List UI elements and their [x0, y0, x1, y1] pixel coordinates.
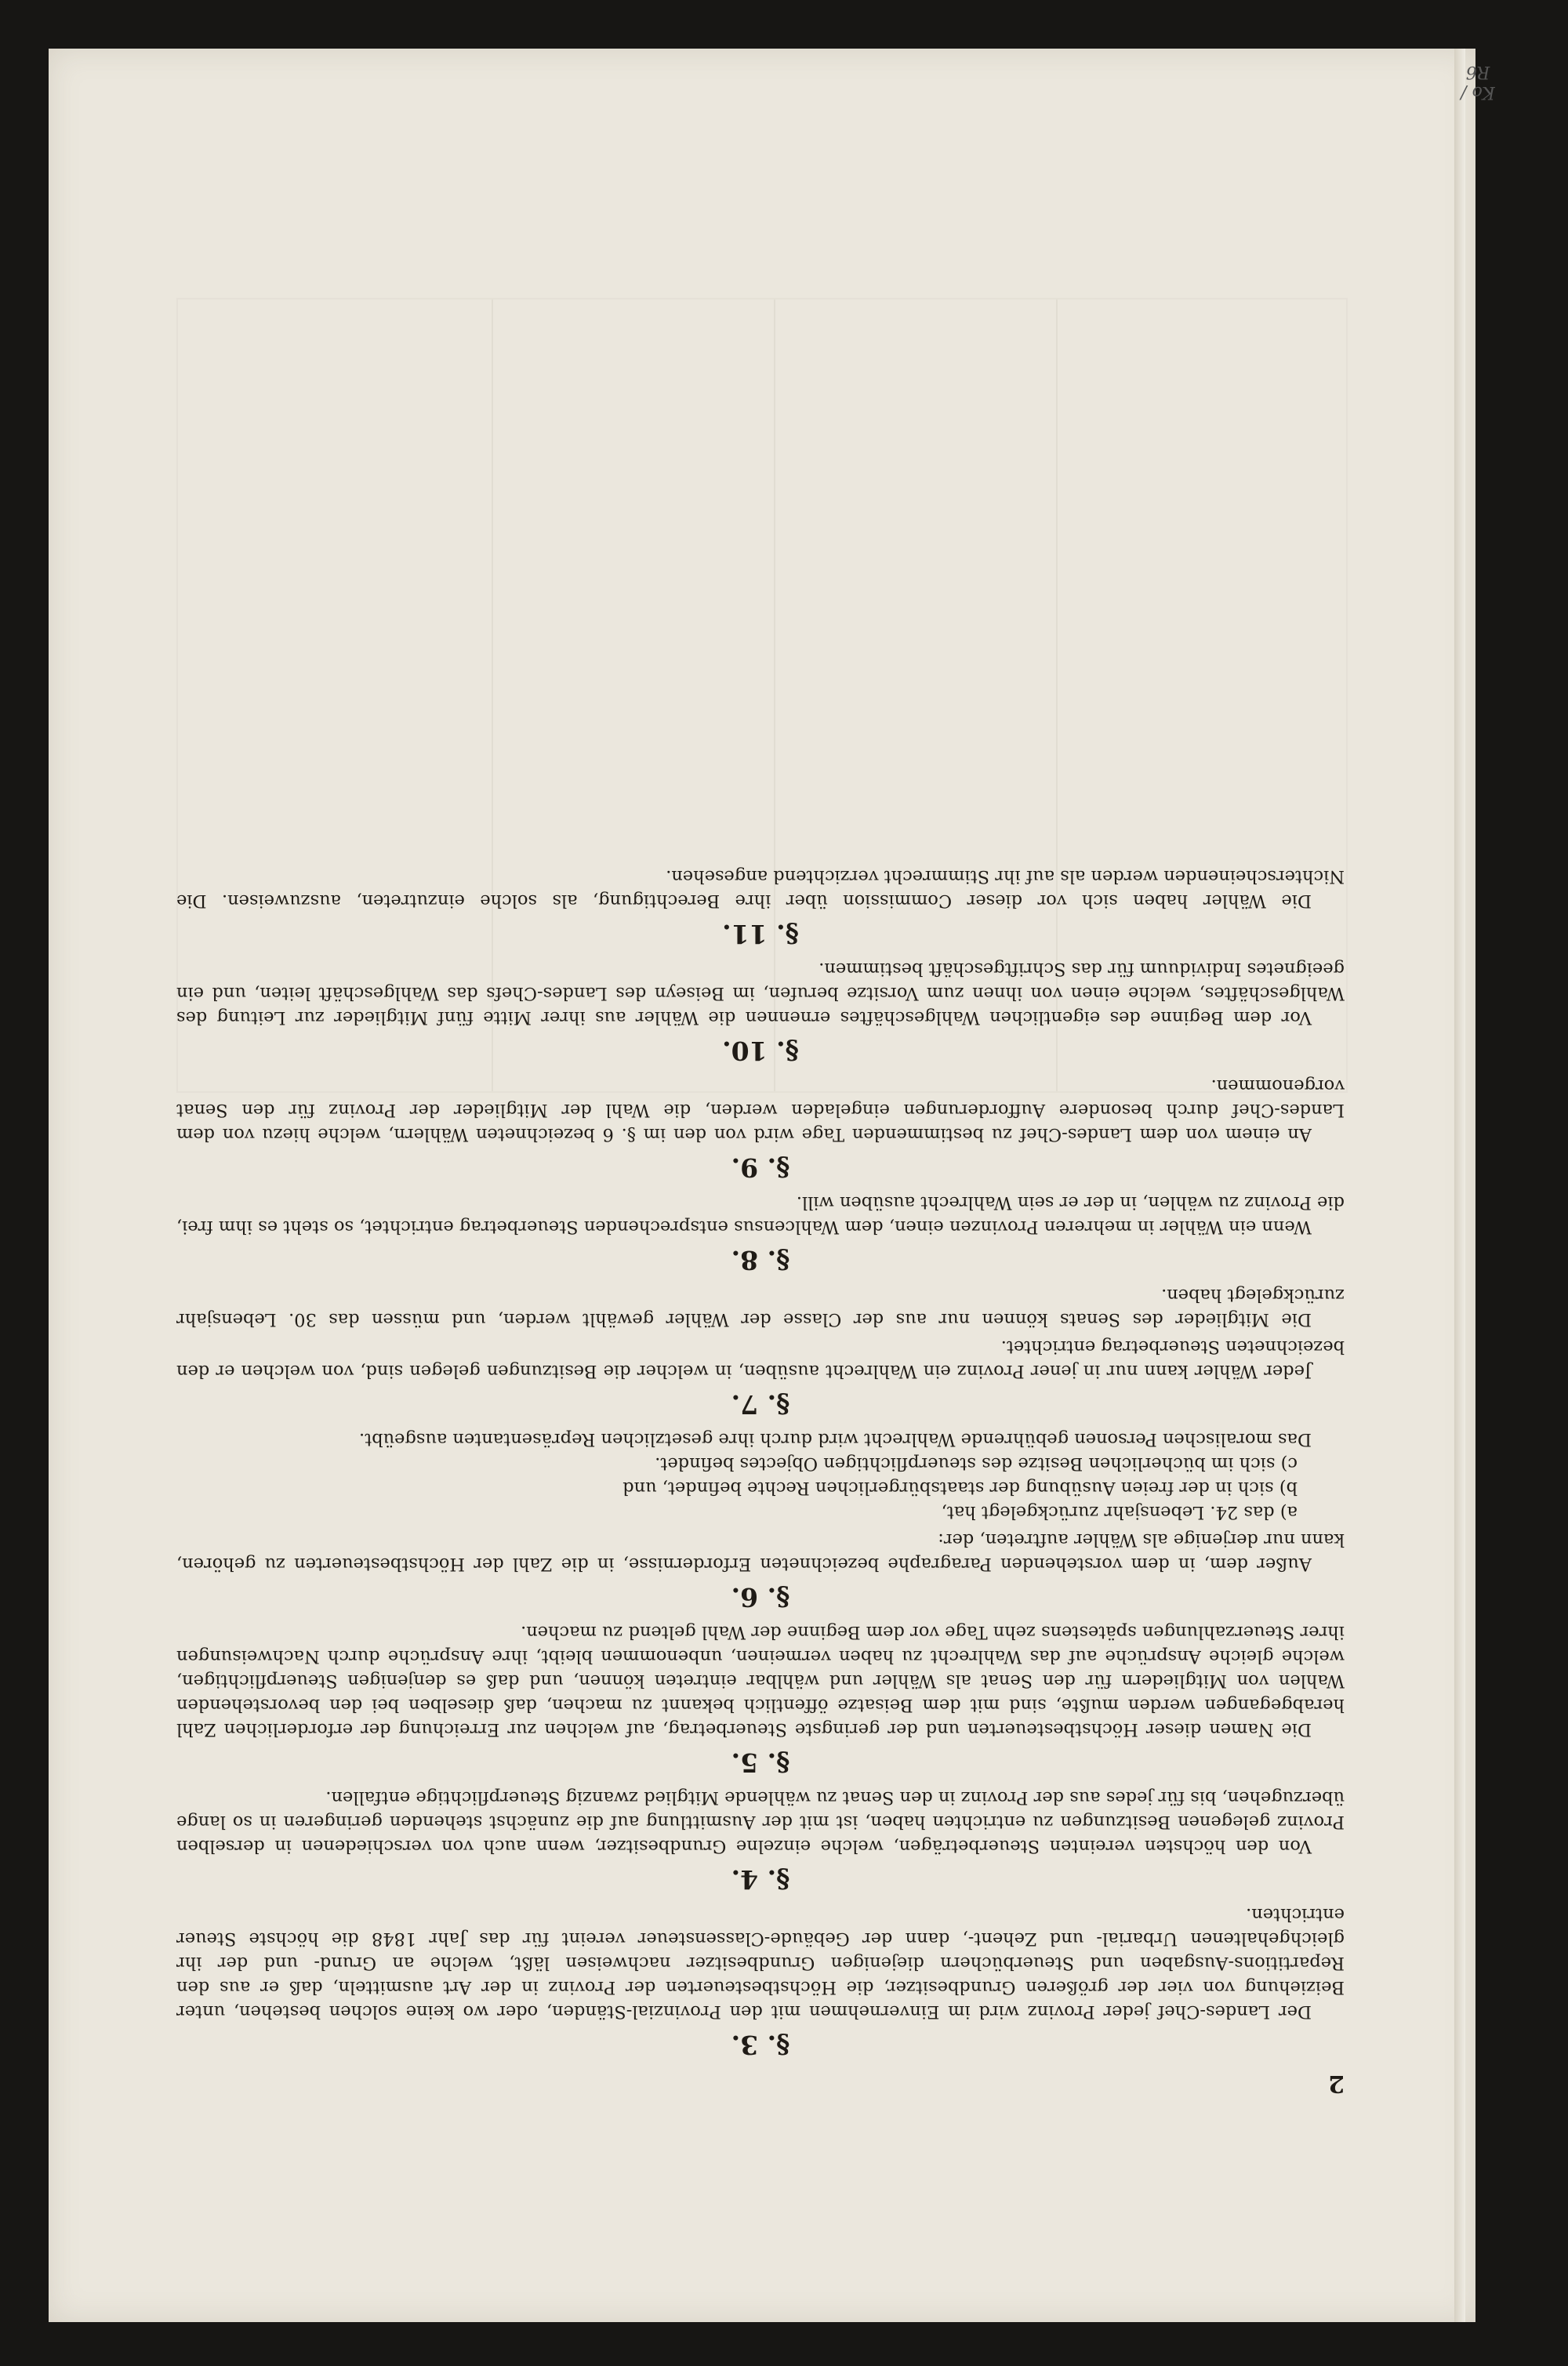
section-paragraph: Die Mitglieder des Senats können nur aus der Classe der Wähler gewählt werden, und müssen das 30. Lebensjahr zurückgelegt haben. [176, 1285, 1345, 1330]
list-item: b) sich in der freien Ausübung der staatsbürgerlichen Rechte befindet, und [622, 1478, 1298, 1498]
page-number: 2 [1328, 2070, 1345, 2097]
section-paragraph: An einem von dem Landes-Chef zu bestimmenden Tage wird von den im §. 6 bezeichneten Wählern, welche hiezu von dem Landes-Chef durch besondere Aufforderungen eingeladen werden, die Wahl der Mitglieder der Provinz für den Senat vorgenommen. [176, 1076, 1345, 1145]
section-paragraph: Von den höchsten vereinten Steuerbeträgen, welche einzelne Grundbesitzer, wenn auch von verschiedenen in derselben Provinz gelegenen Besitzungen zu entrichten haben, ist mit der Ausmittlung auf die zunächst stehenden geringeren in so lange überzugehen, bis für jedes aus der Provinz in den Senat zu wählende Mitglied zwanzig Steuerpflichtige entfallen. [176, 1787, 1345, 1856]
list-item: c) sich im bücherlichen Besitze des steuerpflichtigen Objectes befindet. [655, 1453, 1298, 1474]
section-heading: §. 9. [731, 1152, 790, 1183]
section-heading: §. 7. [731, 1389, 790, 1420]
section [176, 1620, 1345, 1779]
section [176, 864, 1345, 950]
section-paragraph: Die Wähler haben sich vor dieser Commission über ihre Berechtigung, als solche einzutreten, auszuweisen. Die Nichterscheinenden werden als auf ihr Stimmrecht verzichtend angesehen. [176, 866, 1345, 911]
section-paragraph: Der Landes-Chef jeder Provinz wird im Einvernehmen mit den Provinzial-Ständen, oder wo keine solchen bestehen, unter Beiziehung von vier der größeren Grundbesitzer, die Höchstbesteuerten der Provinz in der Art ausmitteln, daß er aus den Repartitions-Ausgaben und Steuerbüchern diejenigen Grundbesitzer nachweisen läßt, welche an Grund- und der ihr gleichgehaltenen Urbarial- und Zehent-, dann der Gebäude-Classensteuer vereint für das Jahr 1848 die höchste Steuer entrichten. [176, 1904, 1345, 2022]
section [176, 1073, 1345, 1184]
section [176, 956, 1345, 1067]
section [176, 1785, 1345, 1896]
section-paragraph: Außer dem, in dem vorstehenden Paragraphe bezeichneten Erfordernisse, in die Zahl der Höchstbesteuerten zu gehören, kann nur derjenige als Wähler auftreten, der: [176, 1530, 1345, 1574]
section-paragraph: Vor dem Beginne des eigentlichen Wahlgeschäftes ernennen die Wähler aus ihrer Mitte fünf Mitglieder zur Leitung des Wahlgeschäftes, welche einen von ihnen zum Vorsitze berufen, im Beiseyn des Landes-Chefs das Wahlgeschäft leiten, und ein geeignetes Individuum für das Schriftgeschäft bestimmen. [176, 959, 1345, 1028]
paper-edge [1454, 49, 1465, 2322]
section-heading: §. 11. [722, 919, 799, 949]
text-body [176, 858, 1345, 2061]
section [176, 1427, 1345, 1613]
section [176, 1902, 1345, 2061]
archive-mark: Ko / R6 [1461, 62, 1495, 102]
list-item: a) das 24. Lebensjahr zurückgelegt hat, [941, 1502, 1298, 1522]
section [176, 1190, 1345, 1276]
section-heading: §. 8. [731, 1245, 790, 1276]
section-heading: §. 10. [722, 1036, 799, 1066]
page-content-rotated [176, 302, 1345, 2097]
section-paragraph: Die Namen dieser Höchstbesteuerten und der geringste Steuerbetrag, auf welchen zur Erreichung der erforderlichen Zahl herabgegangen werden mußte, sind mit dem Beisatze öffentlich bekannt zu machen, daß dieselben bei den bevorstehenden Wahlen von Mitgliedern für den Senat als Wähler und wählbar eintreten können, und daß es denjenigen Steuerpflichtigen, welche gleiche Ansprüche auf das Wahlrecht zu haben vermeinen, unbenommen bleibt, ihre Ansprüche durch Nachweisungen ihrer Steuerzahlungen spätestens zehn Tage vor dem Beginne der Wahl geltend zu machen. [176, 1622, 1345, 1740]
section-paragraph: Das moralischen Personen gebührende Wahlrecht wird durch ihre gesetzlichen Repräsentanten ausgeübt. [359, 1429, 1312, 1450]
section [176, 1283, 1345, 1421]
section-heading: §. 5. [731, 1747, 790, 1778]
section-heading: §. 3. [731, 2030, 790, 2060]
section-heading: §. 4. [731, 1864, 790, 1895]
section-paragraph: Jeder Wähler kann nur in jener Provinz ein Wahlrecht ausüben, in welcher die Besitzungen gelegen sind, von welchen er den bezeichneten Steuerbetrag entrichtet. [176, 1337, 1345, 1381]
section-heading: §. 6. [731, 1582, 790, 1613]
section-paragraph: Wenn ein Wähler in mehreren Provinzen einen, dem Wahlcensus entsprechenden Steuerbetrag entrichtet, so steht es ihm frei, die Provinz zu wählen, in der er sein Wahlrecht ausüben will. [176, 1192, 1345, 1237]
